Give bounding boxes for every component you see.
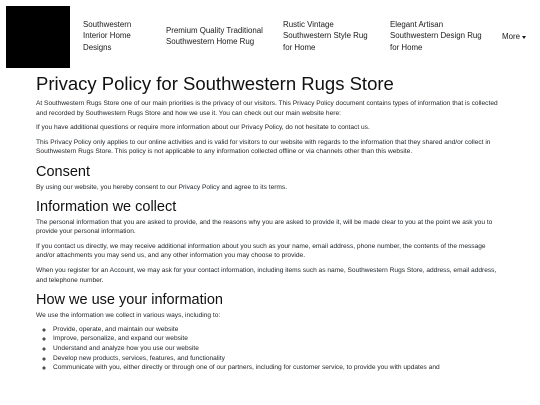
list-item: ◦ Improve, personalize, and expand our website [53, 334, 504, 344]
top-navbar [0, 0, 540, 70]
collect-paragraph-3: When you register for an Account, we may ask for your contact information, including items such as name, Southwestern Rugs Store, address, email address, and telephone number. [36, 266, 497, 284]
nav-item-interior-home-designs[interactable]: Southwestern Interior Home Designs [83, 20, 132, 52]
list-item: ◦ Communicate with you, either directly or through one of our partners, including for customer service, to provide you with updates and [53, 363, 504, 373]
how-we-use-heading: How we use your information [36, 292, 223, 309]
information-collect-heading: Information we collect [36, 198, 177, 215]
consent-heading: Consent [36, 163, 91, 180]
collect-paragraph-2: If you contact us directly, we may receive additional information about you such as your name, email address, phone number, the contents of the message and/or attachments you may send us, and any other information you may choose to provide. [36, 242, 486, 260]
privacy-policy-content [36, 72, 504, 373]
list-item: ◦ Understand and analyze how you use our website [53, 344, 504, 354]
intro-paragraph-3: This Privacy Policy only applies to our online activities and is valid for visitors to our website with regards to the information that they shared and/or collect in Southwestern Rugs Store. This policy is not applicable to any information collected offline or via channels other than this website. [36, 138, 491, 156]
nav-item-elegant-artisan-rug[interactable]: Elegant Artisan Southwestern Design Rug for Home [390, 20, 482, 52]
use-list [36, 325, 504, 373]
chevron-down-icon [522, 36, 526, 39]
nav-more-dropdown[interactable] [502, 31, 526, 42]
use-paragraph: We use the information we collect in various ways, including to: [36, 312, 221, 320]
consent-paragraph: By using our website, you hereby consent to our Privacy Policy and agree to its terms. [36, 183, 288, 191]
nav-more-label: More [502, 32, 520, 41]
nav-item-premium-traditional-rug[interactable]: Premium Quality Traditional Southwestern Home Rug [166, 26, 263, 47]
nav-item-rustic-vintage-rug[interactable]: Rustic Vintage Southwestern Style Rug for Home [283, 20, 368, 52]
intro-paragraph-1: At Southwestern Rugs Store one of our main priorities is the privacy of our visitors. This Privacy Policy document contains types of information that is collected and recorded by Southwestern Rugs Store and how we use it. You can check out our main website here: [36, 100, 498, 117]
list-item: ◦ Develop new products, services, features, and functionality [53, 354, 504, 364]
site-logo[interactable] [6, 6, 70, 68]
collect-paragraph-1: The personal information that you are asked to provide, and the reasons why you are asked to provide it, will be made clear to you at the point we ask you to provide your personal information. [36, 218, 493, 236]
intro-paragraph-2: If you have additional questions or require more information about our Privacy Policy, do not hesitate to contact us. [36, 124, 370, 132]
page-title: Privacy Policy for Southwestern Rugs Store [36, 73, 394, 94]
list-item: ◦ Provide, operate, and maintain our website [53, 325, 504, 335]
